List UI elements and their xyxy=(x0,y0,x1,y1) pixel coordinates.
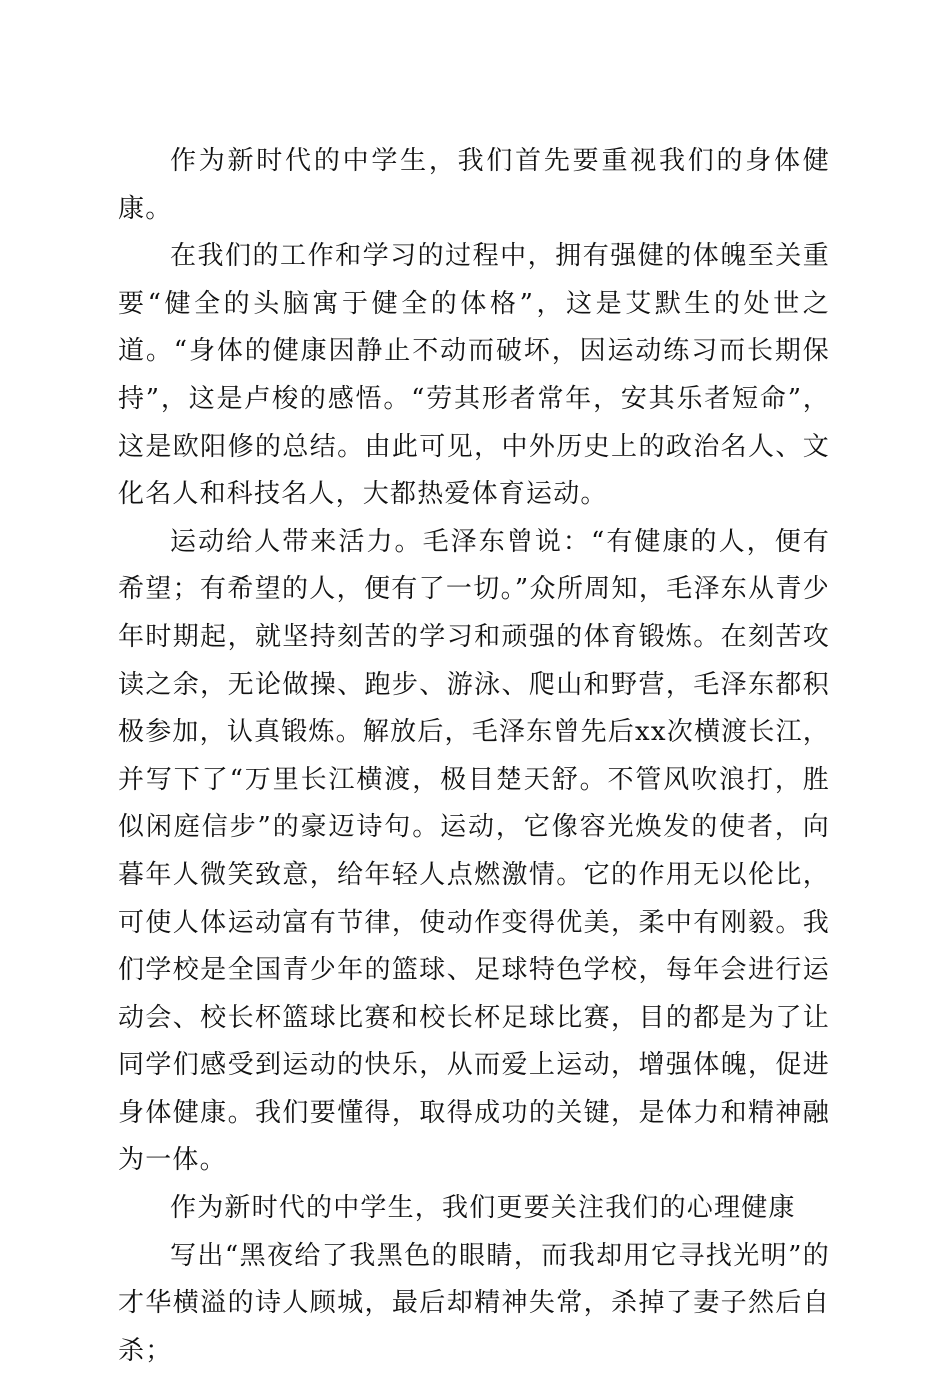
document-body xyxy=(118,138,830,1375)
paragraph-physical-health-heading: 作为新时代的中学生，我们首先要重视我们的身体健康。 xyxy=(118,146,830,224)
paragraph-famous-quotes: 在我们的工作和学习的过程中，拥有强健的体魄至关重要“健全的头脑寓于健全的体格”，这是艾默生的处世之道。“身体的健康因静止不动而破坏，因运动练习而长期保持”，这是卢梭的感悟。“劳其形者常年，安其乐者短命”，这是欧阳修的总结。由此可见，中外历史上的政治名人、文化名人和科技名人，大都热爱体育运动。 xyxy=(118,241,830,510)
paragraph-gu-cheng: 写出“黑夜给了我黑色的眼睛，而我却用它寻找光明”的才华横溢的诗人顾城，最后却精神失常，杀掉了妻子然后自杀； xyxy=(118,1240,830,1366)
paragraph-mental-health-heading: 作为新时代的中学生，我们更要关注我们的心理健康 xyxy=(170,1193,796,1224)
paragraph-exercise-vitality: 运动给人带来活力。毛泽东曾说：“有健康的人，便有希望；有希望的人，便有了一切。”众所周知，毛泽东从青少年时期起，就坚持刻苦的学习和顽强的体育锻炼。在刻苦攻读之余，无论做操、跑步、游泳、爬山和野营，毛泽东都积极参加，认真锻炼。解放后，毛泽东曾先后xx次横渡长江，并写下了“万里长江横渡，极目楚天舒。不管风吹浪打，胜似闲庭信步”的豪迈诗句。运动，它像容光焕发的使者，向暮年人微笑致意，给年轻人点燃激情。它的作用无以伦比，可使人体运动富有节律，使动作变得优美，柔中有刚毅。我们学校是全国青少年的篮球、足球特色学校，每年会进行运动会、校长杯篮球比赛和校长杯足球比赛，目的都是为了让同学们感受到运动的快乐，从而爱上运动，增强体魄，促进身体健康。我们要懂得，取得成功的关键，是体力和精神融为一体。 xyxy=(118,526,830,1176)
